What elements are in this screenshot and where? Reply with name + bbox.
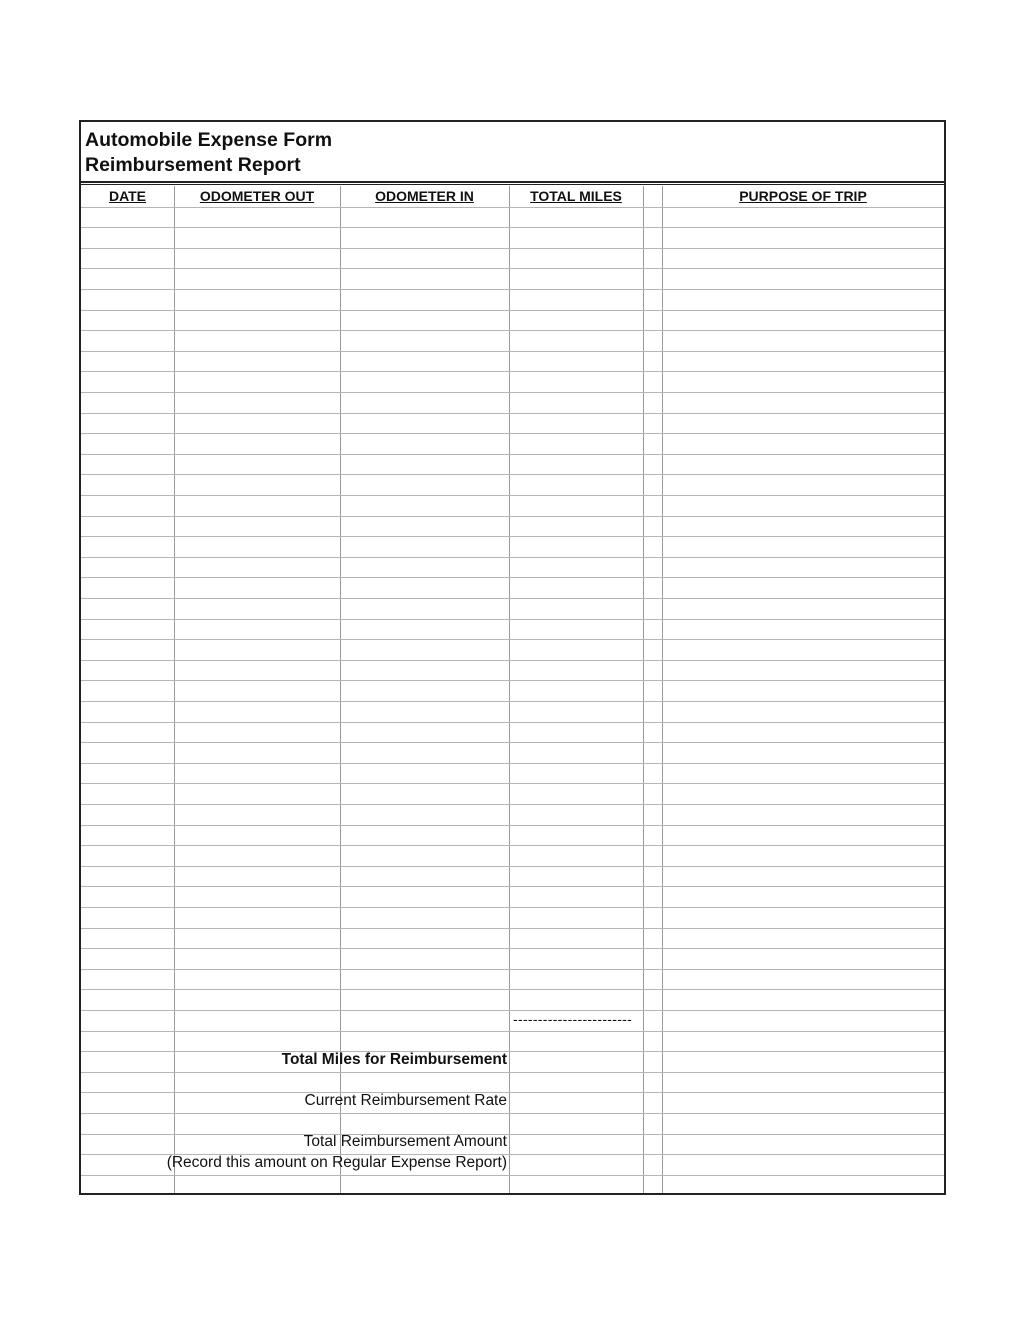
header-purpose-of-trip: PURPOSE OF TRIP (739, 188, 867, 204)
row-rule (81, 392, 944, 393)
expense-form (79, 120, 946, 1195)
form-title (85, 128, 332, 178)
reimbursement-amount-label: Total Reimbursement Amount (303, 1133, 507, 1150)
row-rule (81, 619, 944, 620)
row-rule (81, 289, 944, 290)
row-rule (81, 248, 944, 249)
row-rule (81, 1134, 944, 1135)
row-rule (81, 351, 944, 352)
row-rule (81, 516, 944, 517)
row-rule (81, 680, 944, 681)
form-title-line1: Automobile Expense Form (85, 129, 333, 151)
column-divider (174, 186, 175, 1193)
row-rule (81, 660, 944, 661)
row-rule (81, 268, 944, 269)
row-rule (81, 969, 944, 970)
header-date: DATE (108, 188, 147, 204)
row-rule (81, 845, 944, 846)
row-rule (81, 763, 944, 764)
row-rule (81, 1175, 944, 1176)
header-odometer-out: ODOMETER OUT (199, 188, 315, 204)
row-rule (81, 207, 944, 208)
row-rule (81, 474, 944, 475)
row-rule (81, 701, 944, 702)
row-rule (81, 1113, 944, 1114)
form-title-line2: Reimbursement Report (85, 154, 301, 176)
row-rule (81, 330, 944, 331)
row-rule (81, 1051, 944, 1052)
row-rule (81, 433, 944, 434)
column-divider (662, 186, 663, 1193)
row-rule (81, 722, 944, 723)
reimbursement-rate-label: Current Reimbursement Rate (304, 1092, 507, 1109)
row-rule (81, 557, 944, 558)
column-divider (509, 186, 510, 1193)
row-rule (81, 495, 944, 496)
row-rule (81, 886, 944, 887)
row-rule (81, 1072, 944, 1073)
trip-log-grid (81, 186, 944, 1193)
row-rule (81, 804, 944, 805)
row-rule (81, 227, 944, 228)
record-note: (Record this amount on Regular Expense Report) (166, 1154, 507, 1171)
row-rule (81, 948, 944, 949)
row-rule (81, 1154, 944, 1155)
row-rule (81, 783, 944, 784)
column-divider (340, 186, 341, 1193)
total-miles-separator: ------------------------ (513, 1011, 633, 1027)
row-rule (81, 742, 944, 743)
column-divider (643, 186, 644, 1193)
row-rule (81, 371, 944, 372)
row-rule (81, 536, 944, 537)
header-total-miles: TOTAL MILES (530, 188, 622, 204)
row-rule (81, 454, 944, 455)
row-rule (81, 907, 944, 908)
row-rule (81, 1092, 944, 1093)
row-rule (81, 639, 944, 640)
row-rule (81, 1010, 944, 1011)
row-rule (81, 825, 944, 826)
row-rule (81, 866, 944, 867)
header-odometer-in: ODOMETER IN (375, 188, 474, 204)
row-rule (81, 598, 944, 599)
row-rule (81, 310, 944, 311)
total-miles-label: Total Miles for Reimbursement (281, 1051, 507, 1068)
row-rule (81, 928, 944, 929)
title-separator (81, 181, 944, 185)
row-rule (81, 413, 944, 414)
row-rule (81, 577, 944, 578)
row-rule (81, 989, 944, 990)
row-rule (81, 1031, 944, 1032)
